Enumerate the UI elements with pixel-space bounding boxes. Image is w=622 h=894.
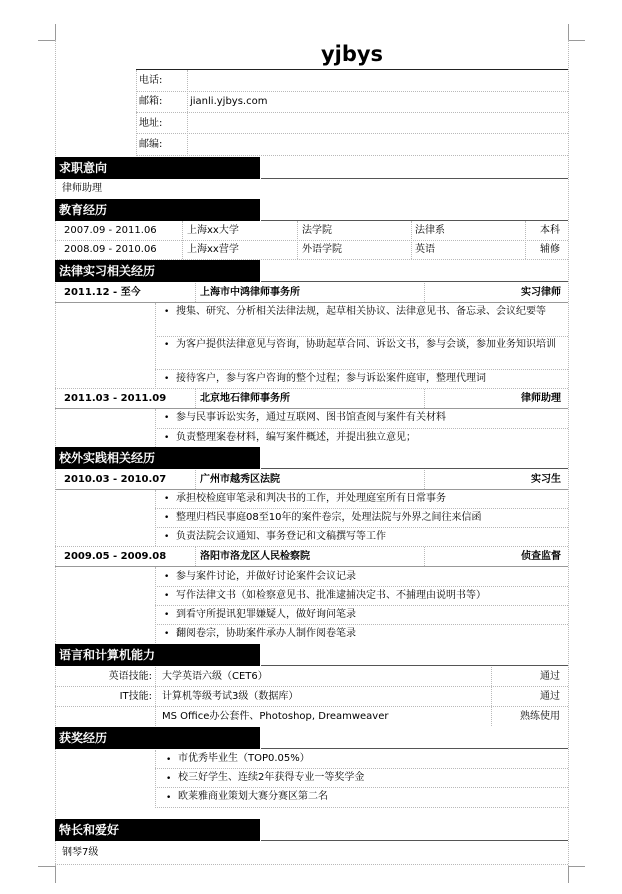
page-frame-right	[568, 40, 569, 866]
row-line	[155, 369, 568, 370]
section-heading-bar	[55, 644, 260, 666]
edu-period: 2007.09 - 2011.06	[64, 225, 157, 236]
row-line	[55, 546, 568, 547]
internship-heading: 法律实习相关经历	[59, 264, 156, 278]
row-line	[155, 527, 568, 528]
col-divider	[155, 490, 156, 546]
entry-item: 参与案件讨论，并做好讨论案件会议记录	[176, 571, 356, 582]
bullet: •	[164, 340, 170, 350]
candidate-name: yjbys	[320, 42, 384, 66]
col-divider	[195, 470, 196, 489]
crop-mark	[568, 866, 585, 867]
entry-role: 实习律师	[521, 287, 561, 298]
contact-row-line	[136, 91, 568, 92]
row-line	[155, 768, 568, 769]
crop-mark	[568, 40, 585, 41]
phone-label: 电话:	[139, 75, 163, 86]
entry-item: 翻阅卷宗，协助案件承办人制作阅卷笔录	[176, 628, 356, 639]
edu-major: 法律系	[415, 225, 445, 236]
entry-rule	[55, 302, 568, 303]
entry-role: 实习生	[531, 474, 561, 485]
award-item: 市优秀毕业生（TOP0.05%）	[178, 753, 310, 764]
contact-col-divider	[136, 70, 137, 156]
award-item: 校三好学生、连续2年获得专业一等奖学金	[178, 772, 365, 783]
objective-heading: 求职意向	[59, 161, 108, 175]
edu-major: 英语	[415, 244, 435, 255]
entry-item: 搜集、研究、分析相关法律法规，起草相关协议、法律意见书、备忘录、会议纪要等	[176, 306, 546, 317]
entry-item: 为客户提供法律意见与咨询，协助起草合同、诉讼文书，参与会谈，参加业务知识培训	[176, 339, 556, 350]
col-divider	[182, 221, 183, 259]
section-heading-bar	[55, 260, 260, 282]
entry-org: 上海市中鸿律师事务所	[200, 287, 300, 298]
skill-level: 通过	[540, 691, 560, 702]
col-divider	[195, 389, 196, 408]
heading-rule	[261, 178, 568, 179]
heading-rule	[261, 748, 568, 749]
col-divider	[411, 221, 412, 259]
address-label: 地址:	[139, 118, 163, 129]
edu-college: 法学院	[302, 225, 332, 236]
practice-heading: 校外实践相关经历	[59, 451, 156, 465]
bullet: •	[164, 513, 170, 523]
contact-row-line	[136, 155, 568, 156]
bullet: •	[164, 591, 170, 601]
entry-item: 整理归档民事庭08至10年的案件卷宗，处理法院与外界之间往来信函	[176, 512, 482, 523]
crop-mark	[568, 24, 569, 41]
postcode-label: 邮编:	[139, 139, 163, 150]
bullet: •	[166, 774, 172, 784]
row-line	[155, 787, 568, 788]
skill-label: 英语技能:	[108, 671, 152, 682]
section-heading-bar	[55, 819, 260, 841]
bullet: •	[164, 433, 170, 443]
education-heading: 教育经历	[59, 203, 108, 217]
col-divider	[424, 470, 425, 489]
row-line	[155, 508, 568, 509]
section-heading-bar	[55, 157, 260, 179]
entry-item: 负责法院会议通知、事务登记和文稿撰写等工作	[176, 531, 386, 542]
skill-level: 熟练使用	[520, 711, 560, 722]
skills-heading: 语言和计算机能力	[59, 648, 156, 662]
row-line	[55, 240, 568, 241]
heading-rule	[261, 220, 568, 221]
row-line	[155, 624, 568, 625]
entry-org: 广州市越秀区法院	[200, 474, 280, 485]
heading-rule	[261, 468, 568, 469]
entry-item: 承担校检庭审笔录和判决书的工作，并处理庭室所有日常事务	[176, 493, 446, 504]
bullet: •	[166, 755, 172, 765]
entry-rule	[55, 408, 568, 409]
contact-row-line	[136, 133, 568, 134]
entry-org: 洛阳市洛龙区人民检察院	[200, 551, 310, 562]
objective-value: 律师助理	[62, 183, 102, 194]
bullet: •	[164, 374, 170, 384]
col-divider	[424, 283, 425, 302]
edu-school: 上海xx营学	[187, 244, 239, 255]
entry-period: 2009.05 - 2009.08	[64, 551, 167, 562]
heading-rule	[261, 840, 568, 841]
skill-value: MS Office办公套件、Photoshop, Dreamweaver	[162, 711, 389, 722]
col-divider	[155, 303, 156, 389]
award-item: 欧莱雅商业策划大赛分赛区第二名	[178, 791, 328, 802]
crop-mark	[55, 24, 56, 41]
bullet: •	[164, 572, 170, 582]
entry-item: 写作法律文书（如检察意见书、批准逮捕决定书、不捕理由说明书等）	[176, 590, 486, 601]
col-divider	[155, 667, 156, 726]
bullet: •	[164, 494, 170, 504]
row-line	[55, 864, 568, 865]
row-line	[55, 706, 568, 707]
col-divider	[424, 389, 425, 408]
col-divider	[297, 221, 298, 259]
bullet: •	[164, 629, 170, 639]
hobbies-heading: 特长和爱好	[59, 823, 120, 837]
skill-level: 通过	[540, 671, 560, 682]
section-heading-bar	[55, 727, 260, 749]
bullet: •	[164, 610, 170, 620]
row-line	[155, 807, 568, 808]
awards-heading: 获奖经历	[59, 731, 108, 745]
edu-school: 上海xx大学	[187, 225, 239, 236]
entry-item: 到看守所提讯犯罪嫌疑人，做好询问笔录	[176, 609, 356, 620]
bullet: •	[164, 413, 170, 423]
edu-period: 2008.09 - 2010.06	[64, 244, 157, 255]
contact-col-divider	[187, 70, 188, 156]
heading-rule	[261, 665, 568, 666]
bullet: •	[164, 532, 170, 542]
col-divider	[424, 547, 425, 566]
entry-org: 北京地石律师事务所	[200, 393, 290, 404]
row-line	[155, 605, 568, 606]
entry-period: 2011.12 - 至今	[64, 287, 141, 298]
skill-label: IT技能:	[119, 691, 152, 702]
contact-row-line	[136, 112, 568, 113]
entry-rule	[55, 489, 568, 490]
section-heading-bar	[55, 447, 260, 469]
row-line	[155, 428, 568, 429]
entry-role: 侦查监督	[521, 551, 561, 562]
heading-rule	[261, 281, 568, 282]
entry-role: 律师助理	[521, 393, 561, 404]
crop-mark	[38, 40, 55, 41]
col-divider	[195, 547, 196, 566]
email-label: 邮箱:	[139, 96, 163, 107]
hobbies-value: 钢琴7级	[62, 847, 99, 858]
bullet: •	[164, 307, 170, 317]
crop-mark	[38, 866, 55, 867]
entry-rule	[55, 566, 568, 567]
col-divider	[155, 750, 156, 808]
crop-mark	[55, 866, 56, 883]
entry-item: 负责整理案卷材料，编写案件概述，并提出独立意见；	[176, 432, 416, 443]
col-divider	[195, 283, 196, 302]
entry-period: 2011.03 - 2011.09	[64, 393, 167, 404]
entry-item: 参与民事诉讼实务，通过互联网、图书馆查阅与案件有关材料	[176, 412, 446, 423]
edu-college: 外语学院	[302, 244, 342, 255]
edu-degree: 本科	[540, 225, 560, 236]
skill-value: 大学英语六级（CET6）	[162, 671, 268, 682]
row-line	[55, 388, 568, 389]
section-heading-bar	[55, 199, 260, 221]
edu-degree: 辅修	[540, 244, 560, 255]
row-line	[155, 586, 568, 587]
email-value: jianli.yjbys.com	[190, 96, 268, 107]
entry-item: 接待客户，参与客户咨询的整个过程；参与诉讼案件庭审，整理代理词	[176, 373, 486, 384]
bullet: •	[166, 793, 172, 803]
skill-value: 计算机等级考试3级（数据库）	[162, 691, 299, 702]
row-line	[55, 686, 568, 687]
crop-mark	[568, 866, 569, 883]
name-underline	[136, 69, 568, 70]
entry-period: 2010.03 - 2010.07	[64, 474, 167, 485]
